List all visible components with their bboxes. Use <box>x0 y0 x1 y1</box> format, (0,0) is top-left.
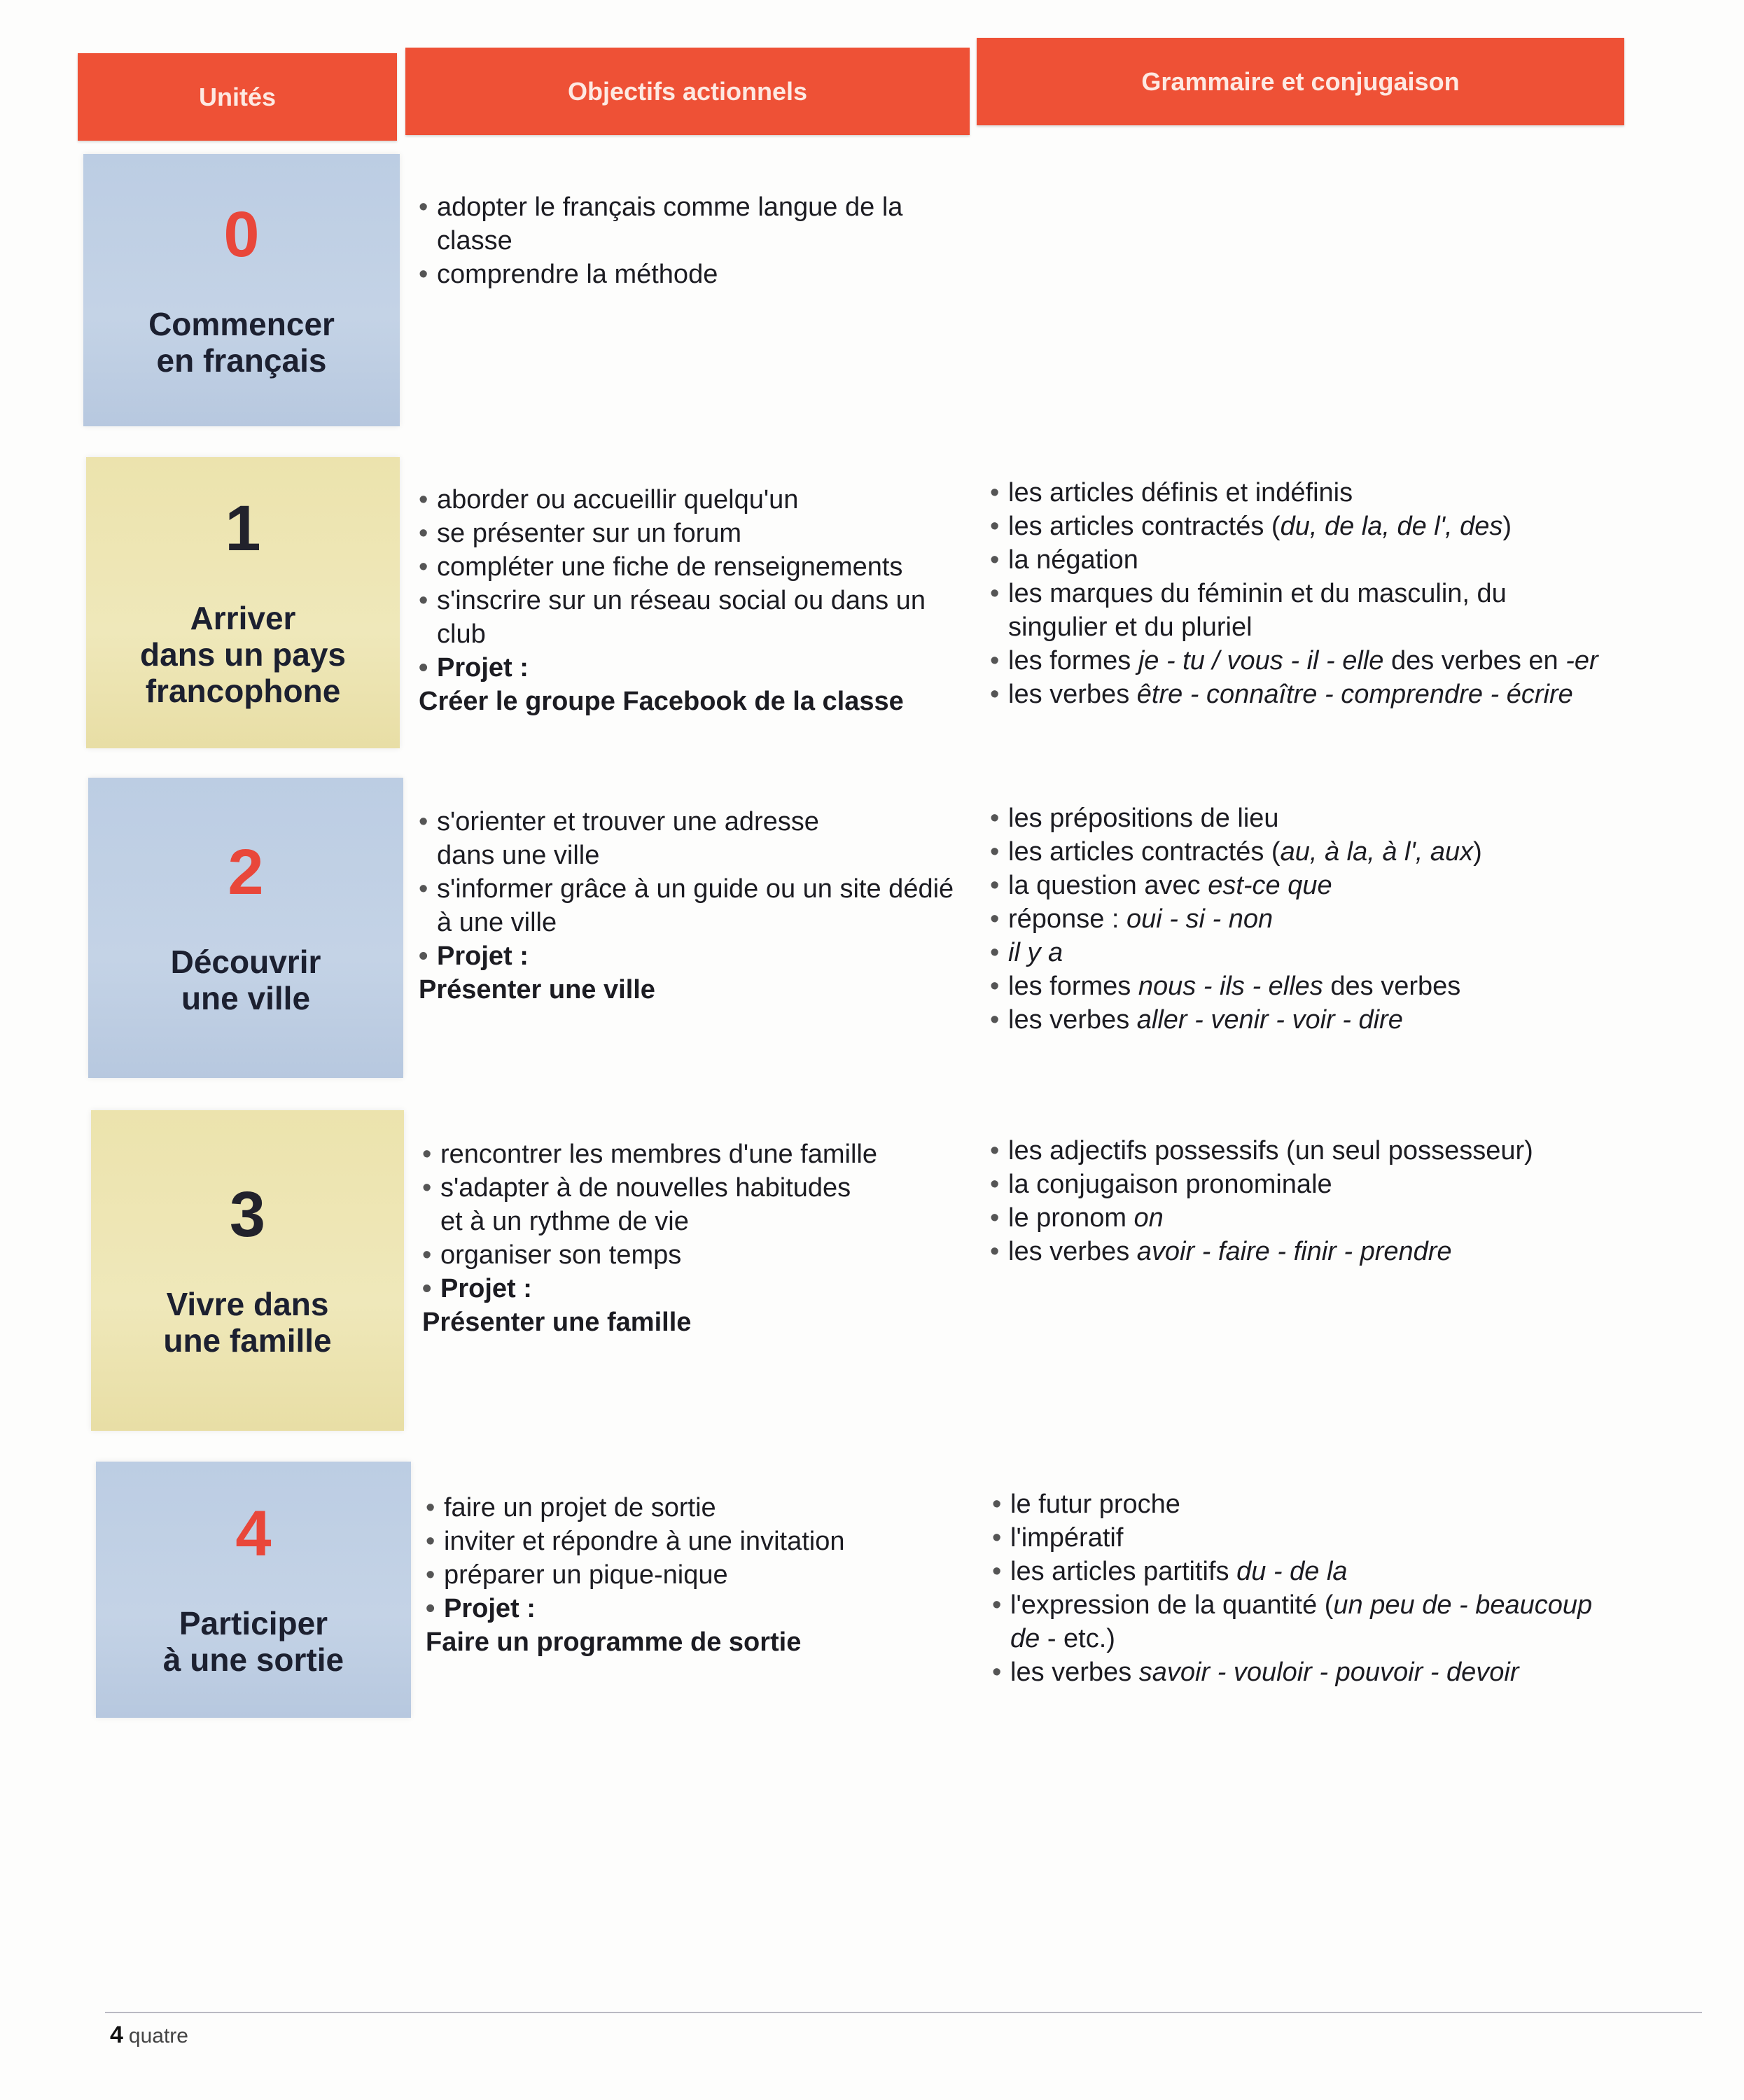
objectives-2 <box>419 805 958 1007</box>
grammar-text: la question avec <box>1008 871 1208 900</box>
objectives-list <box>419 805 958 939</box>
grammar-text: les articles contractés ( <box>1008 837 1281 867</box>
grammar-1 <box>990 476 1606 711</box>
grammar-item <box>990 510 1606 543</box>
unit-number: 0 <box>223 198 260 270</box>
grammar-item <box>990 1201 1606 1235</box>
unit-box-2 <box>88 778 403 1078</box>
grammar-text: les articles contractés ( <box>1008 512 1281 541</box>
grammar-2 <box>990 802 1606 1037</box>
grammar-4 <box>992 1488 1608 1689</box>
page-footer <box>110 2022 188 2049</box>
unit-title: Découvrir une ville <box>170 943 321 1016</box>
unit-title: Commencer en français <box>148 305 335 379</box>
grammar-text: les formes <box>1008 972 1138 1001</box>
grammar-item <box>990 476 1606 510</box>
grammar-item <box>990 802 1606 835</box>
grammar-text: l'expression de la quantité ( <box>1010 1590 1334 1620</box>
grammar-example: nous - ils - elles <box>1138 972 1323 1001</box>
grammar-item <box>992 1588 1608 1656</box>
project-label: • Projet : <box>426 1592 965 1625</box>
project-title: Faire un programme de sortie <box>426 1628 802 1657</box>
grammar-item <box>992 1555 1608 1588</box>
project-title: Présenter une ville <box>419 975 655 1004</box>
grammar-item <box>990 678 1606 711</box>
objectives-3 <box>422 1138 961 1339</box>
objective-item: • s'adapter à de nouvelles habitudes <box>422 1171 961 1205</box>
objective-item: • aborder ou accueillir quelqu'un <box>419 483 958 517</box>
objectives-0 <box>419 190 958 291</box>
project-label: • Projet : <box>419 651 958 685</box>
unit-number: 1 <box>225 493 261 564</box>
grammar-list <box>992 1488 1608 1689</box>
project-label: • Projet : <box>419 939 958 973</box>
grammar-item <box>990 1168 1606 1201</box>
grammar-example: je - tu / vous - il - elle <box>1138 646 1384 676</box>
grammar-example: avoir - faire - finir - prendre <box>1136 1237 1452 1266</box>
grammar-example: on <box>1133 1203 1164 1233</box>
grammar-item <box>990 969 1606 1003</box>
objective-item: • rencontrer les membres d'une famille <box>422 1138 961 1171</box>
grammar-example: aller - venir - voir - dire <box>1136 1005 1403 1035</box>
grammar-item <box>990 1134 1606 1168</box>
objective-item: • s'orienter et trouver une adresse <box>419 805 958 839</box>
grammar-text: les verbes <box>1008 1237 1137 1266</box>
objectives-list <box>419 483 958 651</box>
objectives-1 <box>419 483 958 718</box>
grammar-item <box>990 543 1606 577</box>
grammar-example: il y a <box>1008 938 1063 967</box>
objective-item: • préparer un pique-nique <box>426 1558 965 1592</box>
unit-title: Vivre dans une famille <box>163 1286 332 1359</box>
grammar-example: du, de la, de l', des <box>1280 512 1503 541</box>
grammar-item <box>992 1521 1608 1555</box>
grammar-text: ) <box>1473 837 1482 867</box>
grammar-example: est-ce que <box>1208 871 1332 900</box>
page-number: 4 <box>110 2022 123 2048</box>
objective-item: • s'inscrire sur un réseau social ou dans un club <box>419 584 958 651</box>
grammar-text: le pronom <box>1008 1203 1134 1233</box>
unit-box-4 <box>96 1462 411 1718</box>
grammar-item <box>990 869 1606 902</box>
grammar-item <box>990 1235 1606 1268</box>
header-grammar: Grammaire et conjugaison <box>977 38 1624 125</box>
header-objectives: Objectifs actionnels <box>405 48 970 135</box>
project-label: • Projet : <box>422 1272 961 1306</box>
grammar-3 <box>990 1134 1606 1268</box>
grammar-example: savoir - vouloir - pouvoir - devoir <box>1138 1658 1519 1687</box>
grammar-item <box>990 835 1606 869</box>
objectives-4 <box>426 1491 965 1659</box>
project-list <box>419 939 958 973</box>
grammar-text: l'impératif <box>1010 1523 1124 1553</box>
grammar-text: ) <box>1502 512 1512 541</box>
grammar-list <box>990 476 1606 711</box>
unit-title: Arriver dans un pays francophone <box>140 600 346 709</box>
objective-item: • compléter une fiche de renseignements <box>419 550 958 584</box>
objective-item: • se présenter sur un forum <box>419 517 958 550</box>
objective-item: • adopter le français comme langue de la classe <box>419 190 958 258</box>
objectives-list <box>422 1138 961 1272</box>
objective-item: et à un rythme de vie <box>440 1207 689 1236</box>
grammar-text: les articles partitifs <box>1010 1557 1237 1586</box>
grammar-text: des verbes <box>1323 972 1461 1001</box>
grammar-example: du - de la <box>1236 1557 1348 1586</box>
grammar-item <box>990 1003 1606 1037</box>
header-units: Unités <box>78 53 397 141</box>
grammar-example: au, à la, à l', aux <box>1280 837 1474 867</box>
grammar-example: être - connaître - comprendre - écrire <box>1136 680 1573 709</box>
unit-number: 3 <box>229 1179 266 1250</box>
unit-number: 2 <box>228 836 264 908</box>
grammar-text: les prépositions de lieu <box>1008 804 1279 833</box>
grammar-text: réponse : <box>1008 904 1126 934</box>
grammar-text: la conjugaison pronominale <box>1008 1170 1332 1199</box>
objective-item: • inviter et répondre à une invitation <box>426 1525 965 1558</box>
objective-item: • organiser son temps <box>422 1238 961 1272</box>
grammar-list <box>990 802 1606 1037</box>
grammar-example: oui - si - non <box>1126 904 1274 934</box>
grammar-item <box>992 1656 1608 1689</box>
unit-box-1 <box>86 457 400 748</box>
unit-title: Participer à une sortie <box>162 1605 344 1678</box>
unit-number: 4 <box>235 1498 272 1569</box>
grammar-text: les adjectifs possessifs (un seul possesseur) <box>1008 1136 1533 1166</box>
grammar-text: la négation <box>1008 545 1138 575</box>
project-list <box>422 1272 961 1306</box>
grammar-text: le futur proche <box>1010 1490 1180 1519</box>
grammar-item <box>990 902 1606 936</box>
grammar-text: - etc.) <box>1040 1624 1115 1653</box>
grammar-text: les marques du féminin et du masculin, du singulier et du pluriel <box>1008 579 1507 642</box>
grammar-list <box>990 1134 1606 1268</box>
grammar-text: les articles définis et indéfinis <box>1008 478 1353 507</box>
page-word: quatre <box>128 2024 188 2047</box>
grammar-example: un peu de - beaucoup de <box>1010 1590 1593 1653</box>
objective-item: • faire un projet de sortie <box>426 1491 965 1525</box>
grammar-text: les verbes <box>1010 1658 1139 1687</box>
objective-item: à une ville <box>437 908 557 937</box>
project-title: Créer le groupe Facebook de la classe <box>419 687 904 716</box>
grammar-text: les formes <box>1008 646 1138 676</box>
grammar-item <box>990 936 1606 969</box>
grammar-text: des verbes en <box>1383 646 1566 676</box>
grammar-item <box>992 1488 1608 1521</box>
objectives-list <box>419 190 958 291</box>
grammar-text: les verbes <box>1008 680 1137 709</box>
objective-item: • comprendre la méthode <box>419 258 958 291</box>
project-title: Présenter une famille <box>422 1308 692 1337</box>
grammar-item <box>990 577 1606 644</box>
footer-divider <box>105 2012 1702 2013</box>
grammar-text: les verbes <box>1008 1005 1137 1035</box>
objective-item: • s'informer grâce à un guide ou un site dédié <box>419 872 958 906</box>
objective-item: dans une ville <box>437 841 600 870</box>
unit-box-3 <box>91 1110 404 1431</box>
grammar-example: -er <box>1565 646 1598 676</box>
grammar-item <box>990 644 1606 678</box>
objectives-list <box>426 1491 965 1592</box>
project-list <box>426 1592 965 1625</box>
project-list <box>419 651 958 685</box>
unit-box-0 <box>83 154 400 426</box>
